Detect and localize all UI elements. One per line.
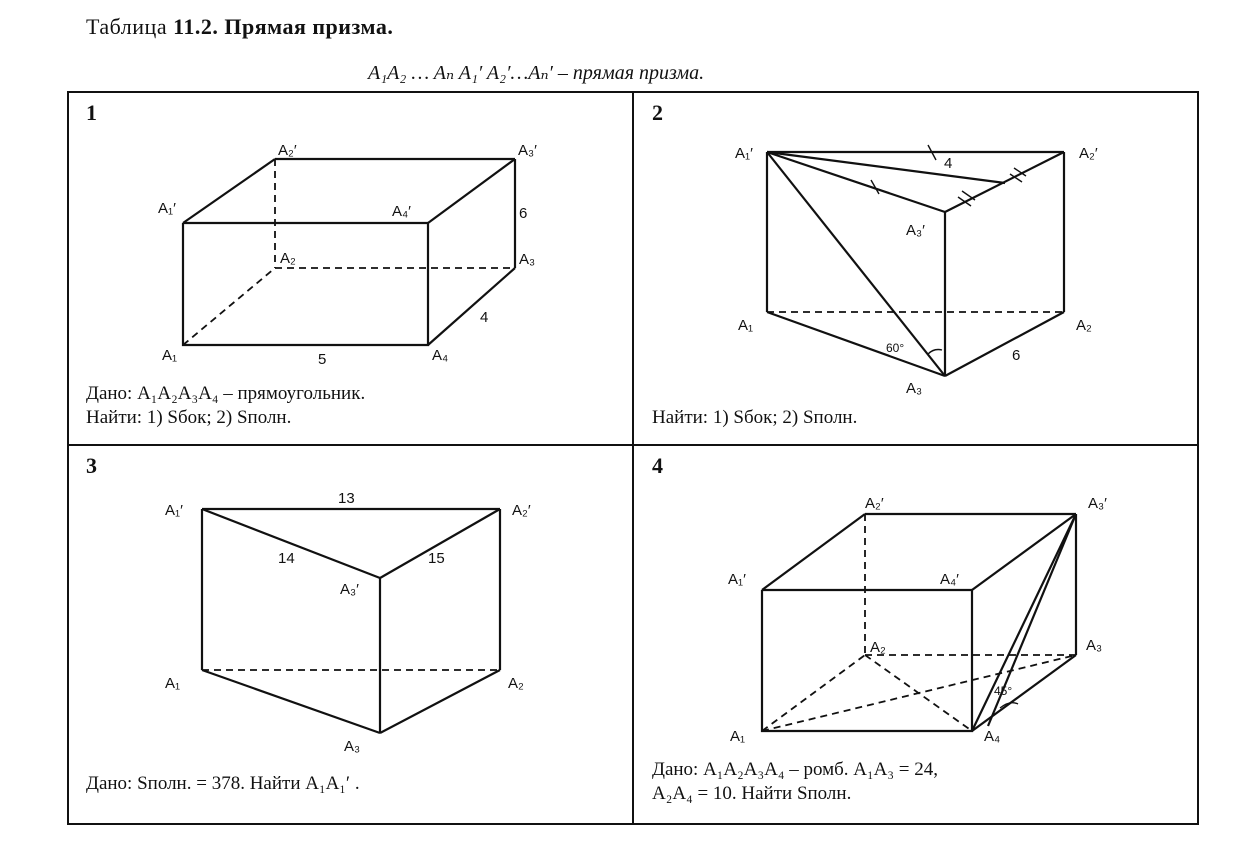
fig4-label-a1p: A₁′ [728,571,746,588]
fig4-label-a2: A₂ [870,639,886,656]
figure-2-triangular-prism [735,145,1098,397]
fig3-dim-top: 13 [338,490,355,507]
fig3-label-a1: A₁ [165,675,181,692]
fig3-label-a3: A₃ [344,738,361,755]
fig2-label-a3: A₃ [906,380,923,397]
cell-1-number: 1 [86,100,97,125]
fig3-edge [202,509,380,578]
fig3-edge [380,509,500,578]
fig1-edge [428,268,515,345]
fig4-angle-label: 45° [994,684,1013,698]
fig4-label-a4: A₄ [984,728,1001,745]
fig3-label-a3p: A₃′ [340,581,359,598]
fig4-label-a1: A₁ [730,728,746,745]
fig2-diagonal-top [767,152,1005,183]
fig3-label-a2: A₂ [508,675,524,692]
fig1-hidden-edge [183,268,275,345]
fig4-front-face [762,590,972,731]
fig2-label-a3p: A₃′ [906,222,925,239]
fig4-label-a4p: A₄′ [940,571,959,588]
fig2-label-a1: A₁ [738,317,754,334]
fig1-dim-length: 5 [318,351,327,368]
fig1-label-a1: A₁ [162,347,178,364]
title-bold: 11.2. Прямая призма. [173,14,394,39]
cell-4-number: 4 [652,453,663,478]
fig1-label-a1p: A₁′ [158,200,176,217]
fig1-front-face [183,223,428,345]
fig3-dim-left: 14 [278,550,295,567]
fig1-label-a3: A₃ [519,251,536,268]
fig1-edge [428,159,515,223]
cell-4-caption-line2: A₂A₄ = 10. Найти Sполн. [652,783,852,804]
subtitle: A₁A₂ … Aₙ A₁′ A₂′…Aₙ′ – прямая призма. [368,62,705,84]
cell-2-number: 2 [652,100,663,125]
fig3-edge [202,670,380,733]
fig4-label-a2p: A₂′ [865,495,884,512]
fig3-dim-right: 15 [428,550,445,567]
cell-1-caption-line2: Найти: 1) Sбок; 2) Sполн. [86,407,292,428]
figure-4-rhombus-prism [728,495,1107,745]
fig3-label-a1p: A₁′ [165,502,183,519]
fig1-edge [183,159,275,223]
fig2-angle-label: 60° [886,341,905,355]
fig2-label-a2: A₂ [1076,317,1092,334]
fig2-diagonal-face [767,152,945,376]
title-prefix: Таблица [86,14,174,39]
fig4-label-a3: A₃ [1086,637,1103,654]
cell-2-caption-line1: Найти: 1) Sбок; 2) Sполн. [652,407,858,428]
fig2-edge [945,312,1064,376]
cell-1-caption-line1: Дано: A₁A₂A₃A₄ – прямоугольник. [86,383,366,404]
cell-4-caption-line1: Дано: A₁A₂A₃A₄ – ромб. A₁A₃ = 24, [652,759,938,780]
fig1-label-a4: A₄ [432,347,449,364]
fig1-label-a2: A₂ [280,250,296,267]
figure-3-triangular-prism [165,490,531,755]
fig4-edge [762,514,865,590]
fig2-edge [767,152,945,212]
fig1-dim-width: 4 [480,309,489,326]
fig4-edge [972,655,1076,731]
fig2-dim-base: 6 [1012,347,1021,364]
fig4-label-a3p: A₃′ [1088,495,1107,512]
fig3-edge [380,670,500,733]
fig4-hidden-edge [762,655,865,731]
cell-3-number: 3 [86,453,97,478]
fig2-angle-arc [928,350,942,355]
fig1-label-a4p: A₄′ [392,203,411,220]
fig2-label-a1p: A₁′ [735,145,753,162]
fig3-label-a2p: A₂′ [512,502,531,519]
cell-3-caption-line1: Дано: Sполн. = 378. Найти A₁A₁′ . [86,773,360,794]
fig4-angle-arc [1000,703,1018,708]
fig2-label-a2p: A₂′ [1079,145,1098,162]
fig2-dim-top: 4 [944,155,953,172]
fig4-base-diagonal [865,655,972,731]
fig4-space-diagonal [972,514,1076,731]
fig2-tick [962,191,975,200]
fig1-label-a3p: A₃′ [518,142,537,159]
fig1-dim-height: 6 [519,205,528,222]
fig1-label-a2p: A₂′ [278,142,297,159]
figure-1-rectangular-prism [158,142,537,368]
